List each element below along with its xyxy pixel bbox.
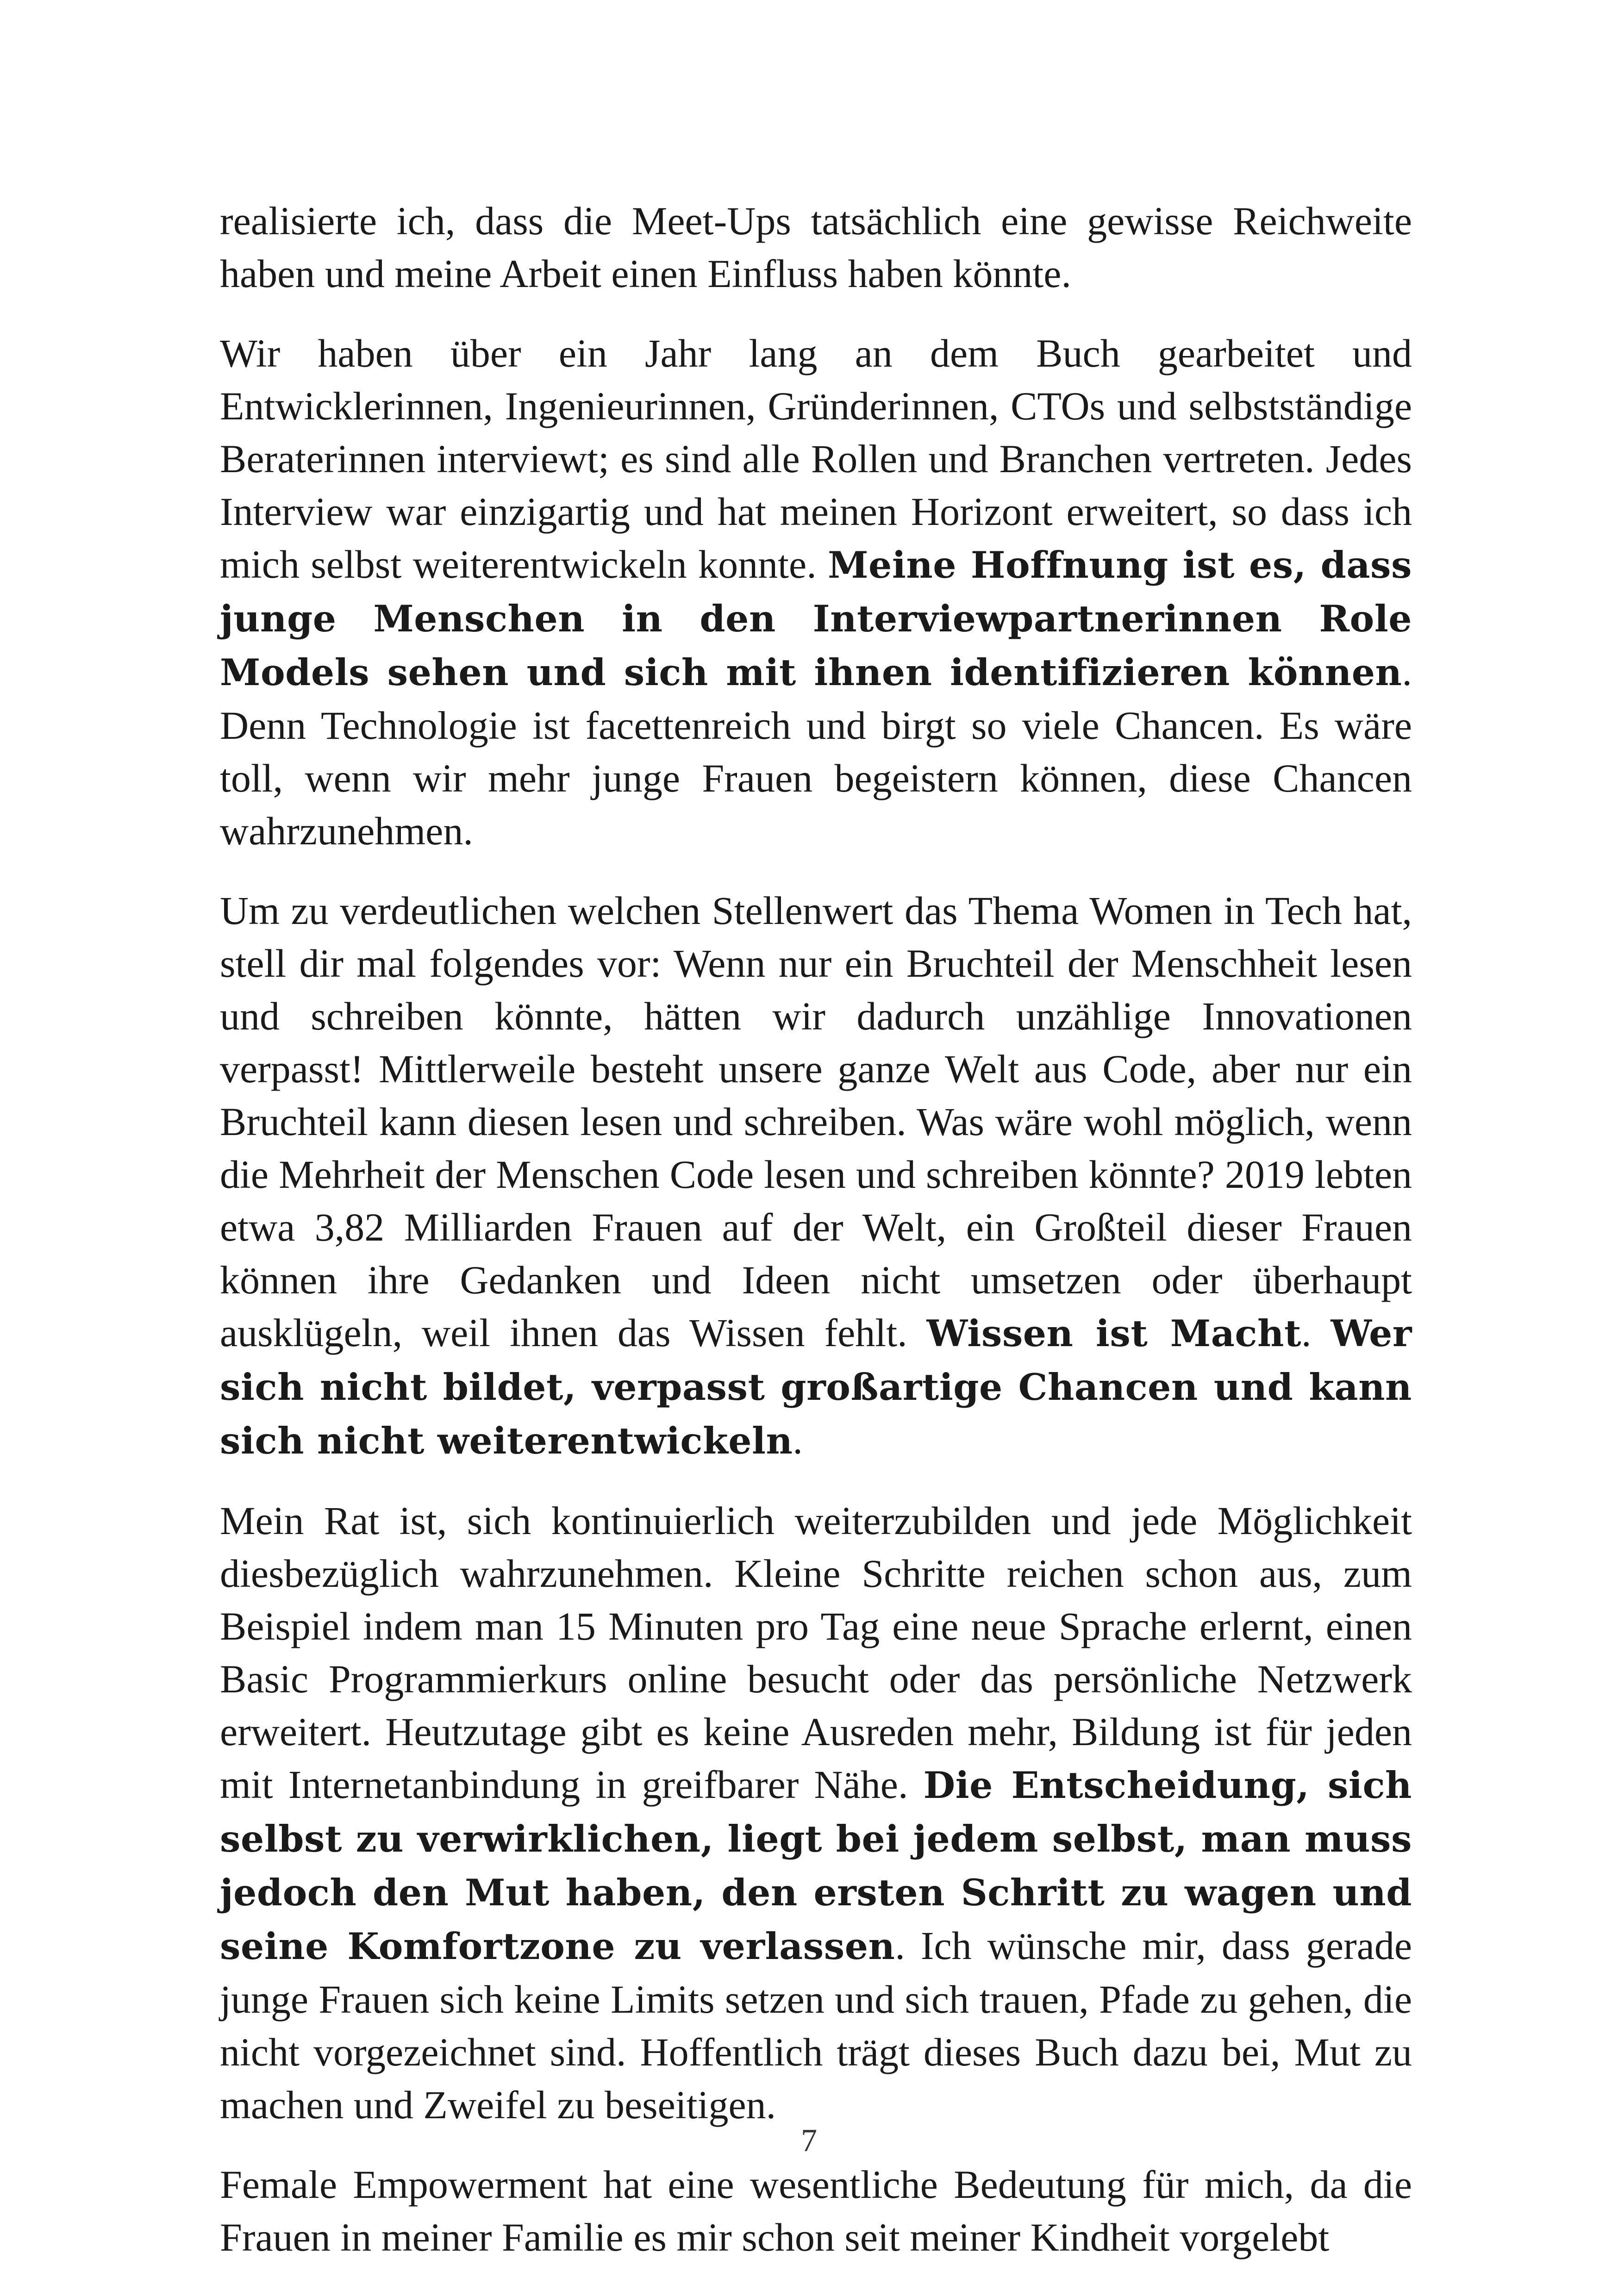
text-run: . Ich wünsche mir, dass gerade junge Frauen sich keine Limits setzen und sich trauen, Pfade zu gehen, die nicht vorgezeichnet sind. Hoffentlich trägt dieses Buch dazu bei, Mut zu machen und Zweifel zu beseitigen. xyxy=(220,1923,1412,2127)
text-run: realisierte ich, dass die Meet-Ups tatsächlich eine gewisse Reichweite haben und meine Arbeit einen Einfluss haben könnte. xyxy=(220,199,1412,296)
paragraph-4 xyxy=(220,1494,1412,2131)
page-number: 7 xyxy=(801,2123,817,2159)
paragraph-3 xyxy=(220,884,1412,1467)
bold-text-run: Wissen ist Macht xyxy=(926,1312,1301,1355)
paragraph-1 xyxy=(220,194,1412,300)
text-run: Female Empowerment hat eine wesentliche Bedeutung für mich, da die Frauen in meiner Familie es mir schon seit meiner Kindheit vorgelebt xyxy=(220,2162,1412,2259)
bold-text-run: Wer sich nicht bildet, verpasst großartige Chancen und kann sich nicht weiterentwickeln xyxy=(220,1312,1412,1462)
bold-text-run: Die Entscheidung, sich selbst zu verwirklichen, liegt bei jedem selbst, man muss jedoch den Mut haben, den ersten Schritt zu wagen und seine Komfortzone zu verlassen xyxy=(220,1764,1412,1968)
paragraph-2 xyxy=(220,327,1412,857)
text-run: Mein Rat ist, sich kontinuierlich weiterzubilden und jede Möglichkeit diesbezüglich wahrzunehmen. Kleine Schritte reichen schon aus, zum Beispiel indem man 15 Minuten pro Tag eine neue Sprache erlernt, einen Basic Programmierkurs online besucht oder das persönliche Netzwerk erweitert. Heutzutage gibt es keine Ausreden mehr, Bildung ist für jeden mit Internetanbindung in greifbarer Nähe. xyxy=(220,1498,1412,1807)
paragraph-5 xyxy=(220,2158,1412,2264)
text-run: . xyxy=(1301,1310,1331,1355)
bold-text-run: Meine Hoffnung ist es, dass junge Menschen in den Interviewpartnerinnen Role Models sehen und sich mit ihnen identifizieren können xyxy=(220,543,1412,694)
text-run: . Denn Technologie ist facettenreich und birgt so viele Chancen. Es wäre toll, wenn wir mehr junge Frauen begeistern können, diese Chancen wahrzunehmen. xyxy=(220,649,1412,853)
text-run: . xyxy=(793,1418,803,1462)
text-run: Um zu verdeutlichen welchen Stellenwert das Thema Women in Tech hat, stell dir mal folgendes vor: Wenn nur ein Bruchteil der Menschheit lesen und schreiben könnte, hätten wir dadurch unzählige Innovationen verpasst! Mittlerweile besteht unsere ganze Welt aus Code, aber nur ein Bruchteil kann diesen lesen und schreiben. Was wäre wohl möglich, wenn die Mehrheit der Menschen Code lesen und schreiben könnte? 2019 lebten etwa 3,82 Milliarden Frauen auf der Welt, ein Großteil dieser Frauen können ihre Gedanken und Ideen nicht umsetzen oder überhaupt ausklügeln, weil ihnen das Wissen fehlt. xyxy=(220,888,1412,1355)
body-text xyxy=(220,194,1412,2264)
text-run: Wir haben über ein Jahr lang an dem Buch gearbeitet und Entwicklerinnen, Ingenieurinnen, Gründerinnen, CTOs und selbstständige Beraterinnen interviewt; es sind alle Rollen und Branchen vertreten. Jedes Interview war einzigartig und hat meinen Horizont erweitert, so dass ich mich selbst weiterentwickeln konnte. xyxy=(220,331,1412,586)
